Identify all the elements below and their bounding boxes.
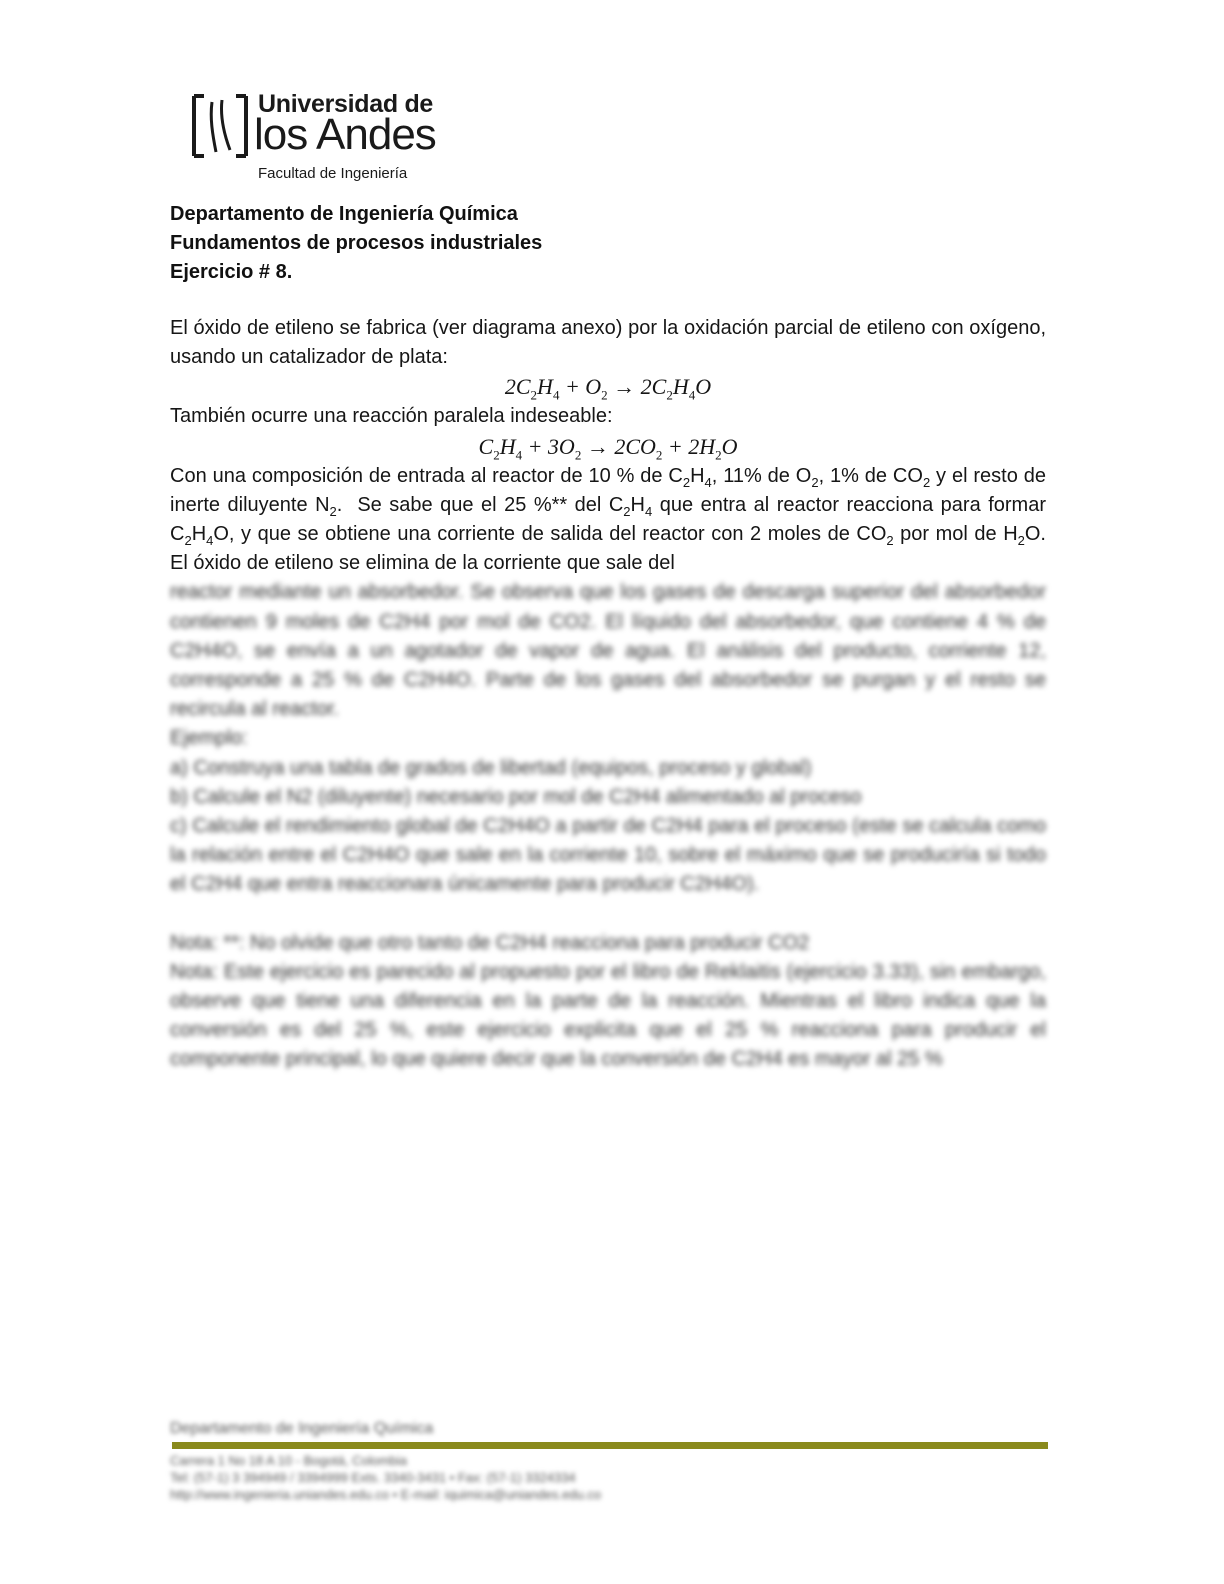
footer-address: Carrera 1 No 18 A 10 - Bogotá, Colombia [170,1453,408,1468]
question-a: a) Construya una tabla de grados de libertad (equipos, proceso y global) [170,756,812,779]
note-2: Nota: Este ejercicio es parecido al propuesto por el libro de Reklaitis (ejercicio 3.33), sin embargo, observe que tiene una diferencia en la parte de la reacción. Mientras el libro indica que la conversión es del 25 %, este ejercicio explicita que el 25 % reacciona para producir el componente principal, lo que quiere decir que la conversión de C2H4 es mayor al 25 % [170,960,1046,1071]
note-1: Nota: **: No olvide que otro tanto de C2H4 reacciona para producir CO2 [170,931,810,954]
document-heading [170,200,542,287]
uniandes-emblem-icon [190,92,250,160]
footer-contact [170,1452,601,1503]
parallel-reaction-intro: También ocurre una reacción paralela indeseable: [170,405,613,428]
blurred-section [170,578,1046,1074]
main-reaction-rendered: $2C_2H_4 + O_2 \to 2C_2H_4O$ [504,374,712,403]
questions-label: Ejemplo: [170,727,248,750]
exercise-body [170,314,1046,1075]
footer-phone: Tel: (57-1) 3 394949 / 3394999 Exts. 3340-3431 • Fax: (57-1) 3324334 [170,1470,576,1485]
footer-web: http://www.ingenieria.uniandes.edu.co • E-mail: iquimica@uniandes.edu.co [170,1487,602,1502]
course-title: Fundamentos de procesos industriales [170,232,543,254]
exercise-title: Ejercicio # 8. [170,261,293,283]
intro-paragraph: El óxido de etileno se fabrica (ver diagrama anexo) por la oxidación parcial de etileno con oxígeno, usando un catalizador de plata: [170,317,1046,369]
composition-paragraph: Con una composición de entrada al reactor de 10 % de $C_2H_4$, 11% de $O_2$, 1% de $CO_2$ y el resto de inerte diluyente $N_2$. Se sabe que el 25 %** del $C_2H_4$ que entra al reactor reacciona para formar $C_2H_4O$, y que se obtiene una corriente de salida del reactor con 2 moles de $CO_2$ por mol de $H_2O$. El óxido de etileno se elimina de la corriente que sale del [170,464,1046,575]
footer-divider [172,1442,1048,1449]
main-reaction-equation [170,372,1046,402]
side-reaction-equation [170,432,1046,462]
footer-department: Departamento de Ingeniería Química [170,1420,434,1437]
department-title: Departamento de Ingeniería Química [170,203,518,225]
question-b: b) Calcule el N2 (diluyente) necesario por mol de C2H4 alimentado al proceso [170,785,862,808]
university-logo [190,90,436,185]
blurred-paragraph: reactor mediante un absorbedor. Se observa que los gases de descarga superior del absorbedor contienen 9 moles de C2H4 por mol de CO2. El líquido del absorbedor, que contiene 4 % de C2H4O, se envía a un agotador de vapor de agua. El análisis del producto, corriente 12, corresponde a 25 % de C2H4O. Parte de los gases del absorbedor se purgan y el resto se recircula al reactor. [170,581,1046,721]
logo-faculty: Facultad de Ingeniería [258,165,408,182]
side-reaction-rendered: $C_2H_4 + 3O_2 \to 2CO_2 + 2H_2O$ [478,433,738,462]
logo-university: Universidad de [258,90,434,118]
logo-los-andes: los Andes [254,110,436,159]
question-c: c) Calcule el rendimiento global de C2H4O a partir de C2H4 para el proceso (este se calcula como la relación entre el C2H4O que sale en la corriente 10, sobre el máximo que se produciría si todo el C2H4 que entra reaccionara únicamente para producir C2H4O). [170,815,1046,896]
